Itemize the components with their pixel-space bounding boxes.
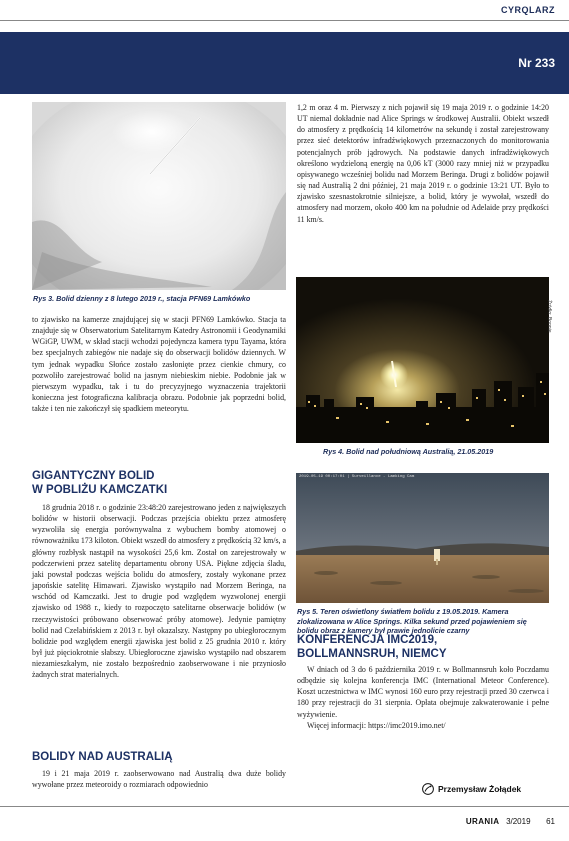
left-p2-text: 18 grudnia 2018 r. o godzinie 23:48:20 zarejestrowano jeden z największych bolidów w historii obserwacji. Podczas przejścia obiektu przez atmosferę wyzwoliła się energia porównywalna z wybuchem bomby atomowej o równoważniku 173 kiloton. Obiekt wszedł do atmosfery z prędkością 32 km/s, a główny rozbłysk nastąpił na wysokości 25,6 km. Został on zarejestrowały w podczerwieni przez satelitę departamentu obrony USA. Piękne zdjęcia śladu, jaki powstał podczas wejścia bolidu do atmosfery, zostały wykonane przez japońskie satelitę Himawari. Zjawisko wystąpiło nad Morzem Beringa, na wschód od Kamczatki. Jest to drugie pod względem wyzwolonej energii zjawisko od 1988 r., kiedy to rozpoczęto satelitarne obserwacje bolidów (w rzeczywistości próbowano obserwować próby atomowe). Jedynie pamiętny bolid nad Czelabińskiem z 2013 r. był okazalszy. Następny po ubiegłorocznym bolidzie pod względem energii zjawiska jest bolid z 25 grudnia 2010 r. który był już pięciokrotnie słabszy. Ubiegłoroczne zjawisko wystąpiło nad obszarem niezamieszkałym, nie zostało bezpośrednio zaobserwowane i nie przyniosło żadnych strat materialnych. <box>32 503 286 680</box>
author-signature <box>422 783 521 795</box>
footer-rule <box>0 806 569 807</box>
figure-4-credit: Źródło: Bonnie <box>546 300 552 333</box>
right-p3-text: Więcej informacji: https://imc2019.imo.net/ <box>307 720 446 730</box>
heading-imc2019-line-2: BOLLMANNSRUH, NIEMCY <box>297 647 447 660</box>
heading-kamczatka-line-2: W POBLIŻU KAMCZATKI <box>32 483 168 496</box>
left-paragraph-1 <box>32 314 286 414</box>
left-paragraph-3 <box>32 768 286 790</box>
right-p2-text: W dniach od 3 do 6 października 2019 r. w Bollmannsruh koło Poczdamu odbędzie się kolejna konferencja IMC (International Meteor Conference). Koszt uczestnictwa w IMC wynosi 160 euro przy rejestracji przed 30 czerwca i 180 przy rejestracji do 31 sierpnia. Opłata obejmuje zakwaterowanie i pełne wyżywienie. <box>297 665 549 719</box>
heading-imc2019 <box>297 634 549 661</box>
left-p3-text: 19 i 21 maja 2019 r. zaobserwowano nad Australią dwa duże bolidy wywołane przez meteoroidy o rozmiarach odpowiednio <box>32 769 286 790</box>
footer <box>466 817 555 826</box>
figure-5-overlay-text: 2019-05-19 00:17:01 | Surveillance - Lamking Cam <box>299 475 415 479</box>
right-paragraph-1 <box>297 102 549 225</box>
heading-kamczatka-line-1: GIGANTYCZNY BOLID <box>32 470 155 482</box>
footer-page-number: 61 <box>546 817 555 826</box>
figure-3-caption: Rys 3. Bolid dzienny z 8 lutego 2019 r., stacja PFN69 Lamkówko <box>33 294 251 303</box>
author-logo-icon <box>422 783 434 795</box>
section-label: CYRQLARZ <box>501 5 555 15</box>
footer-issue: 3/2019 <box>506 817 531 826</box>
heading-imc2019-line-1: KONFERENCJA IMC2019, <box>297 634 438 646</box>
skyline-bolide-image <box>296 277 549 443</box>
figure-5-photo <box>296 473 549 603</box>
heading-australia: BOLIDY NAD AUSTRALIĄ <box>32 751 173 763</box>
header-band <box>0 32 569 94</box>
figure-3-photo <box>32 102 286 290</box>
header-rule <box>0 20 569 21</box>
heading-kamczatka <box>32 470 286 497</box>
desert-terrain-image <box>296 473 549 603</box>
left-paragraph-2 <box>32 502 286 681</box>
right-p1-text: 1,2 m oraz 4 m. Pierwszy z nich pojawił się 19 maja 2019 r. o godzinie 14:20 UT niemal dokładnie nad Alice Springs w środkowej Australii. Obiekt wszedł do atmosfery z prędkością 14 kilometrów na sekundę i został zarejestrowany przez sieć detektorów infradźwiękowych przeznaczonych do monitorowania potencjalnych prób jądrowych. Na podstawie danych infradźwiękowych określono wydzieloną energię na 0,06 kT (3000 razy mniej niż w przypadku opisywanego wcześniej bolidu nad Morzem Beringa. Drugi z bolidów pojawił się nad Australią 2 dni później, 21 maja 2019 r. o godzinie 13:21 UT. Było to zjawisko szesnastokrotnie silniejsze, a bolid, który je wywołał, wszedł do atmosfery nad morzem, około 400 km na południe od Adelaide przy prędkości 11 km/s. <box>297 103 549 224</box>
footer-journal: URANIA <box>465 817 500 826</box>
figure-4-photo <box>296 277 549 443</box>
figure-4-caption: Rys 4. Bolid nad południową Australią, 21.05.2019 <box>323 447 494 456</box>
figure-5-caption: Rys 5. Teren oświetlony światłem bolidu z 19.05.2019. Kamera zlokalizowana w Alice Springs. Kilka sekund przed pojawieniem się bolidu obraz z kamery był prawie jednolicie czarny <box>297 607 527 636</box>
right-paragraph-2 <box>297 664 549 731</box>
author-name: Przemysław Żołądek <box>438 784 522 794</box>
issue-number: Nr 233 <box>518 56 555 70</box>
left-p1-text: to zjawisko na kamerze znajdującej się w stacji PFN69 Lamkówko. Stacja ta znajduje się w Obserwatorium Satelitarnym Katedry Astronomii i Geodynamiki WGiGP, UWM, w skład stacji wchodzi pojedyncza kamera typu Tayama, która bez specjalnych zabiegów nie nadaje się do obserwacji bolidów dziennych. W tym jednak wypadku Słońce zostało zasłonięte przez cienkie chmury, co pozwoliło zarejestrować bolid na jasnym niebieskim niebie. Podobnie jak w pierwszym wypadku, tak i tu do precyzyjnego wyznaczenia trajektorii konieczna jest fotograficzna kalibracja obrazu. Podobnie jak poprzedni bolid, także i ten nie zakończył się spadkiem meteorytu. <box>32 315 286 414</box>
all-sky-image <box>32 102 286 290</box>
